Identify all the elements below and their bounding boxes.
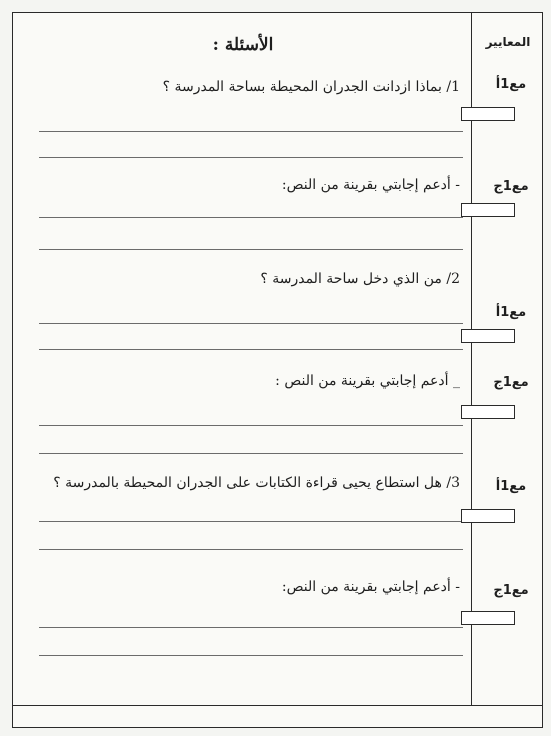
worksheet xyxy=(12,12,543,728)
answer-line[interactable] xyxy=(39,323,463,324)
criterion-label: مع1ج xyxy=(493,179,529,194)
question-1-evidence: - أدعم إجابتي بقرينة من النص: xyxy=(281,177,460,193)
criterion-score-box[interactable] xyxy=(461,329,515,343)
criterion-label: مع1ج xyxy=(493,583,529,598)
question-3: 3/ هل استطاع يحيى قراءة الكتابات على الجدران المحيطة بالمدرسة ؟ xyxy=(53,475,460,491)
answer-line[interactable] xyxy=(39,131,463,132)
criterion-label: مع1أ xyxy=(495,479,527,494)
questions-heading: الأسئلة : xyxy=(212,35,274,55)
answer-line[interactable] xyxy=(39,655,463,656)
answer-line[interactable] xyxy=(39,627,463,628)
answer-line[interactable] xyxy=(39,425,463,426)
criterion-score-box[interactable] xyxy=(461,611,515,625)
question-2: 2/ من الذي دخل ساحة المدرسة ؟ xyxy=(260,271,460,287)
answer-line[interactable] xyxy=(39,217,463,218)
question-3-evidence: - أدعم إجابتي بقرينة من النص: xyxy=(281,579,460,595)
answer-line[interactable] xyxy=(39,549,463,550)
answer-line[interactable] xyxy=(39,249,463,250)
criterion-score-box[interactable] xyxy=(461,405,515,419)
criterion-score-box[interactable] xyxy=(461,107,515,121)
criterion-label: مع1ج xyxy=(493,375,529,390)
criterion-label: مع1أ xyxy=(495,77,527,92)
criterion-label: مع1أ xyxy=(495,305,527,320)
answer-line[interactable] xyxy=(39,349,463,350)
answer-line[interactable] xyxy=(39,157,463,158)
criterion-score-box[interactable] xyxy=(461,509,515,523)
footer-divider xyxy=(13,705,542,706)
question-2-evidence: _ أدعم إجابتي بقرينة من النص : xyxy=(275,373,460,389)
answer-line[interactable] xyxy=(39,521,463,522)
criteria-heading: المعايير xyxy=(485,35,531,49)
criterion-score-box[interactable] xyxy=(461,203,515,217)
answer-line[interactable] xyxy=(39,453,463,454)
question-1: 1/ بماذا ازدانت الجدران المحيطة بساحة المدرسة ؟ xyxy=(162,79,460,95)
